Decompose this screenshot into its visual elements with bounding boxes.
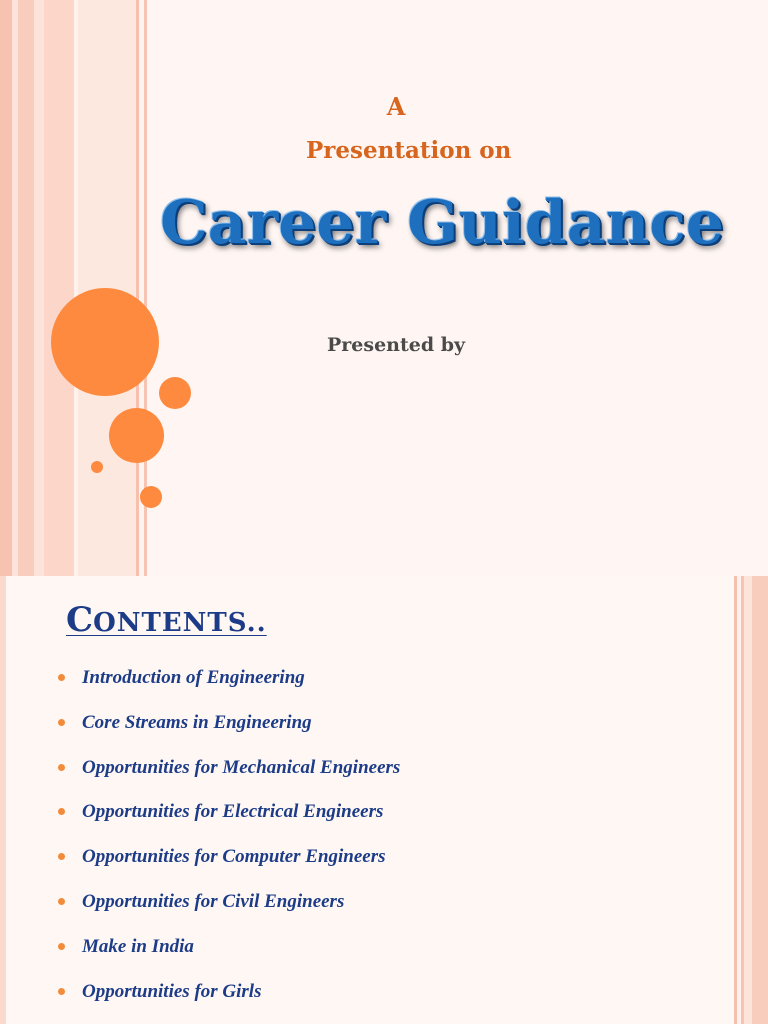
presented-by-label: Presented by (327, 334, 466, 356)
stripe (18, 0, 34, 576)
large-circle-decoration (51, 288, 159, 396)
circle-decoration (109, 408, 164, 463)
bullet-icon (58, 719, 65, 726)
stripe (34, 0, 44, 576)
heading-rest: ONTENTS.. (93, 608, 267, 638)
bullet-icon (58, 898, 65, 905)
stripe (752, 576, 768, 1024)
small-circle-decoration (91, 461, 103, 473)
contents-heading (66, 600, 267, 640)
bullet-icon (58, 943, 65, 950)
stripe (744, 576, 752, 1024)
slide-title: Career Guidance (160, 188, 724, 258)
bullet-icon (58, 808, 65, 815)
stripe (0, 0, 12, 576)
contents-slide: CONTENTS.. Introduction of Engineering Core Streams in Engineering Opportunities for Mechanical Engineers Opportunities for Electrical Engineers Opportunities for Computer Engineers Opportunities for Civil Engineers Make in India Opportunities for Girls (0, 576, 768, 1024)
stripe (0, 576, 6, 1024)
bullet-icon (58, 764, 65, 771)
circle-decoration (159, 377, 191, 409)
bullet-icon (58, 988, 65, 995)
bullet-icon (58, 674, 65, 681)
bullet-icon (58, 853, 65, 860)
circle-decoration (140, 486, 162, 508)
intro-line-a: A (386, 92, 406, 121)
heading-initial: C (66, 600, 94, 640)
intro-line-presentation: Presentation on (306, 137, 512, 164)
decorative-stripes (734, 576, 768, 1024)
decorative-stripes (0, 0, 148, 576)
stripe (44, 0, 74, 576)
